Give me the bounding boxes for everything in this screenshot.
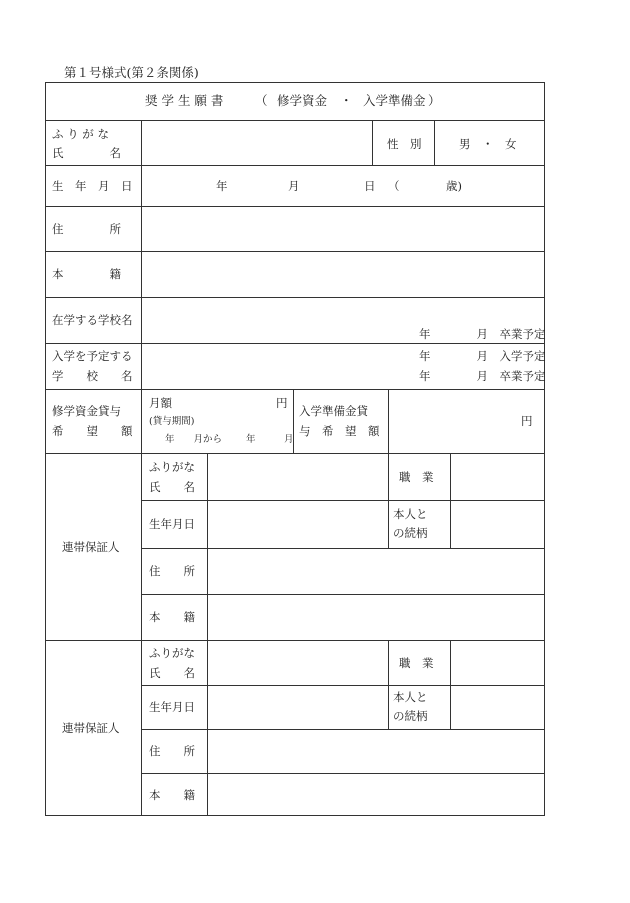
age-close: 歳) — [446, 179, 462, 193]
guarantor-label: 連帯保証人 — [62, 540, 120, 554]
prep-loan-label-line2: 与 希 望 額 — [299, 424, 380, 438]
honseki-label: 本 籍 — [52, 267, 121, 281]
loan-period-from: 年 月から — [165, 434, 223, 445]
guarantor-birthdate-label: 生年月日 — [149, 517, 195, 531]
address-label: 住 所 — [52, 222, 121, 236]
guarantor-name-label: 氏 名 — [149, 480, 195, 494]
gender-label: 性 別 — [387, 137, 422, 151]
guarantor-name-label: 氏 名 — [149, 666, 195, 680]
birth-year: 年 — [216, 179, 228, 193]
title-option-entrance: 入学準備金 — [363, 93, 426, 108]
planned-enrollment: 年 月 入学予定 — [419, 349, 546, 363]
guarantor-relation-label-line2: の続柄 — [393, 526, 428, 540]
guarantor-label: 連帯保証人 — [62, 721, 120, 735]
prep-loan-label-line1: 入学準備金貸 — [299, 404, 368, 418]
form-number: 第１号様式(第２条関係) — [64, 65, 199, 80]
birth-month: 月 — [288, 179, 300, 193]
gender-options: 男 ・ 女 — [459, 137, 517, 151]
guarantor-honseki-label: 本 籍 — [149, 610, 195, 624]
title-paren-close: ） — [428, 93, 441, 108]
guarantor-occupation-label: 職 業 — [399, 656, 434, 670]
prep-loan-yen: 円 — [521, 414, 533, 428]
monthly-yen: 円 — [276, 396, 288, 410]
current-school-graduation: 年 月 卒業予定 — [419, 327, 546, 341]
current-school-label: 在学する学校名 — [52, 313, 133, 327]
loan-label-line1: 修学資金貸与 — [52, 404, 121, 418]
guarantor-relation-label-line2: の続柄 — [393, 709, 428, 723]
guarantor-honseki-label: 本 籍 — [149, 788, 195, 802]
age-open: （ — [388, 179, 400, 193]
title-dot: ・ — [340, 93, 353, 108]
birthdate-label: 生 年 月 日 — [52, 179, 133, 193]
guarantor-relation-label-line1: 本人と — [393, 690, 428, 704]
title-option-tuition: 修学資金 — [277, 93, 328, 108]
monthly-amount-label: 月額 — [149, 396, 172, 410]
guarantor-birthdate-label: 生年月日 — [149, 700, 195, 714]
planned-school-label-line1: 入学を予定する — [52, 349, 133, 363]
guarantor-furigana-label: ふりがな — [149, 646, 195, 660]
loan-period-to: 年 月 — [246, 434, 294, 445]
name-label: 氏 名 — [52, 146, 121, 160]
guarantor-address-label: 住 所 — [149, 564, 195, 578]
guarantor-furigana-label: ふりがな — [149, 460, 195, 474]
loan-label-line2: 希 望 額 — [52, 424, 133, 438]
planned-school-label-line2: 学 校 名 — [52, 369, 133, 383]
guarantor-occupation-label: 職 業 — [399, 470, 434, 484]
furigana-label: ふ り が な — [52, 127, 109, 141]
loan-period-label: (貸与期間) — [149, 416, 195, 427]
planned-graduation: 年 月 卒業予定 — [419, 369, 546, 383]
guarantor-address-label: 住 所 — [149, 744, 195, 758]
birth-day: 日 — [364, 179, 376, 193]
guarantor-relation-label-line1: 本人と — [393, 507, 428, 521]
title-paren-open: （ — [255, 93, 268, 108]
form-title: 奨 学 生 願 書 — [145, 93, 224, 108]
